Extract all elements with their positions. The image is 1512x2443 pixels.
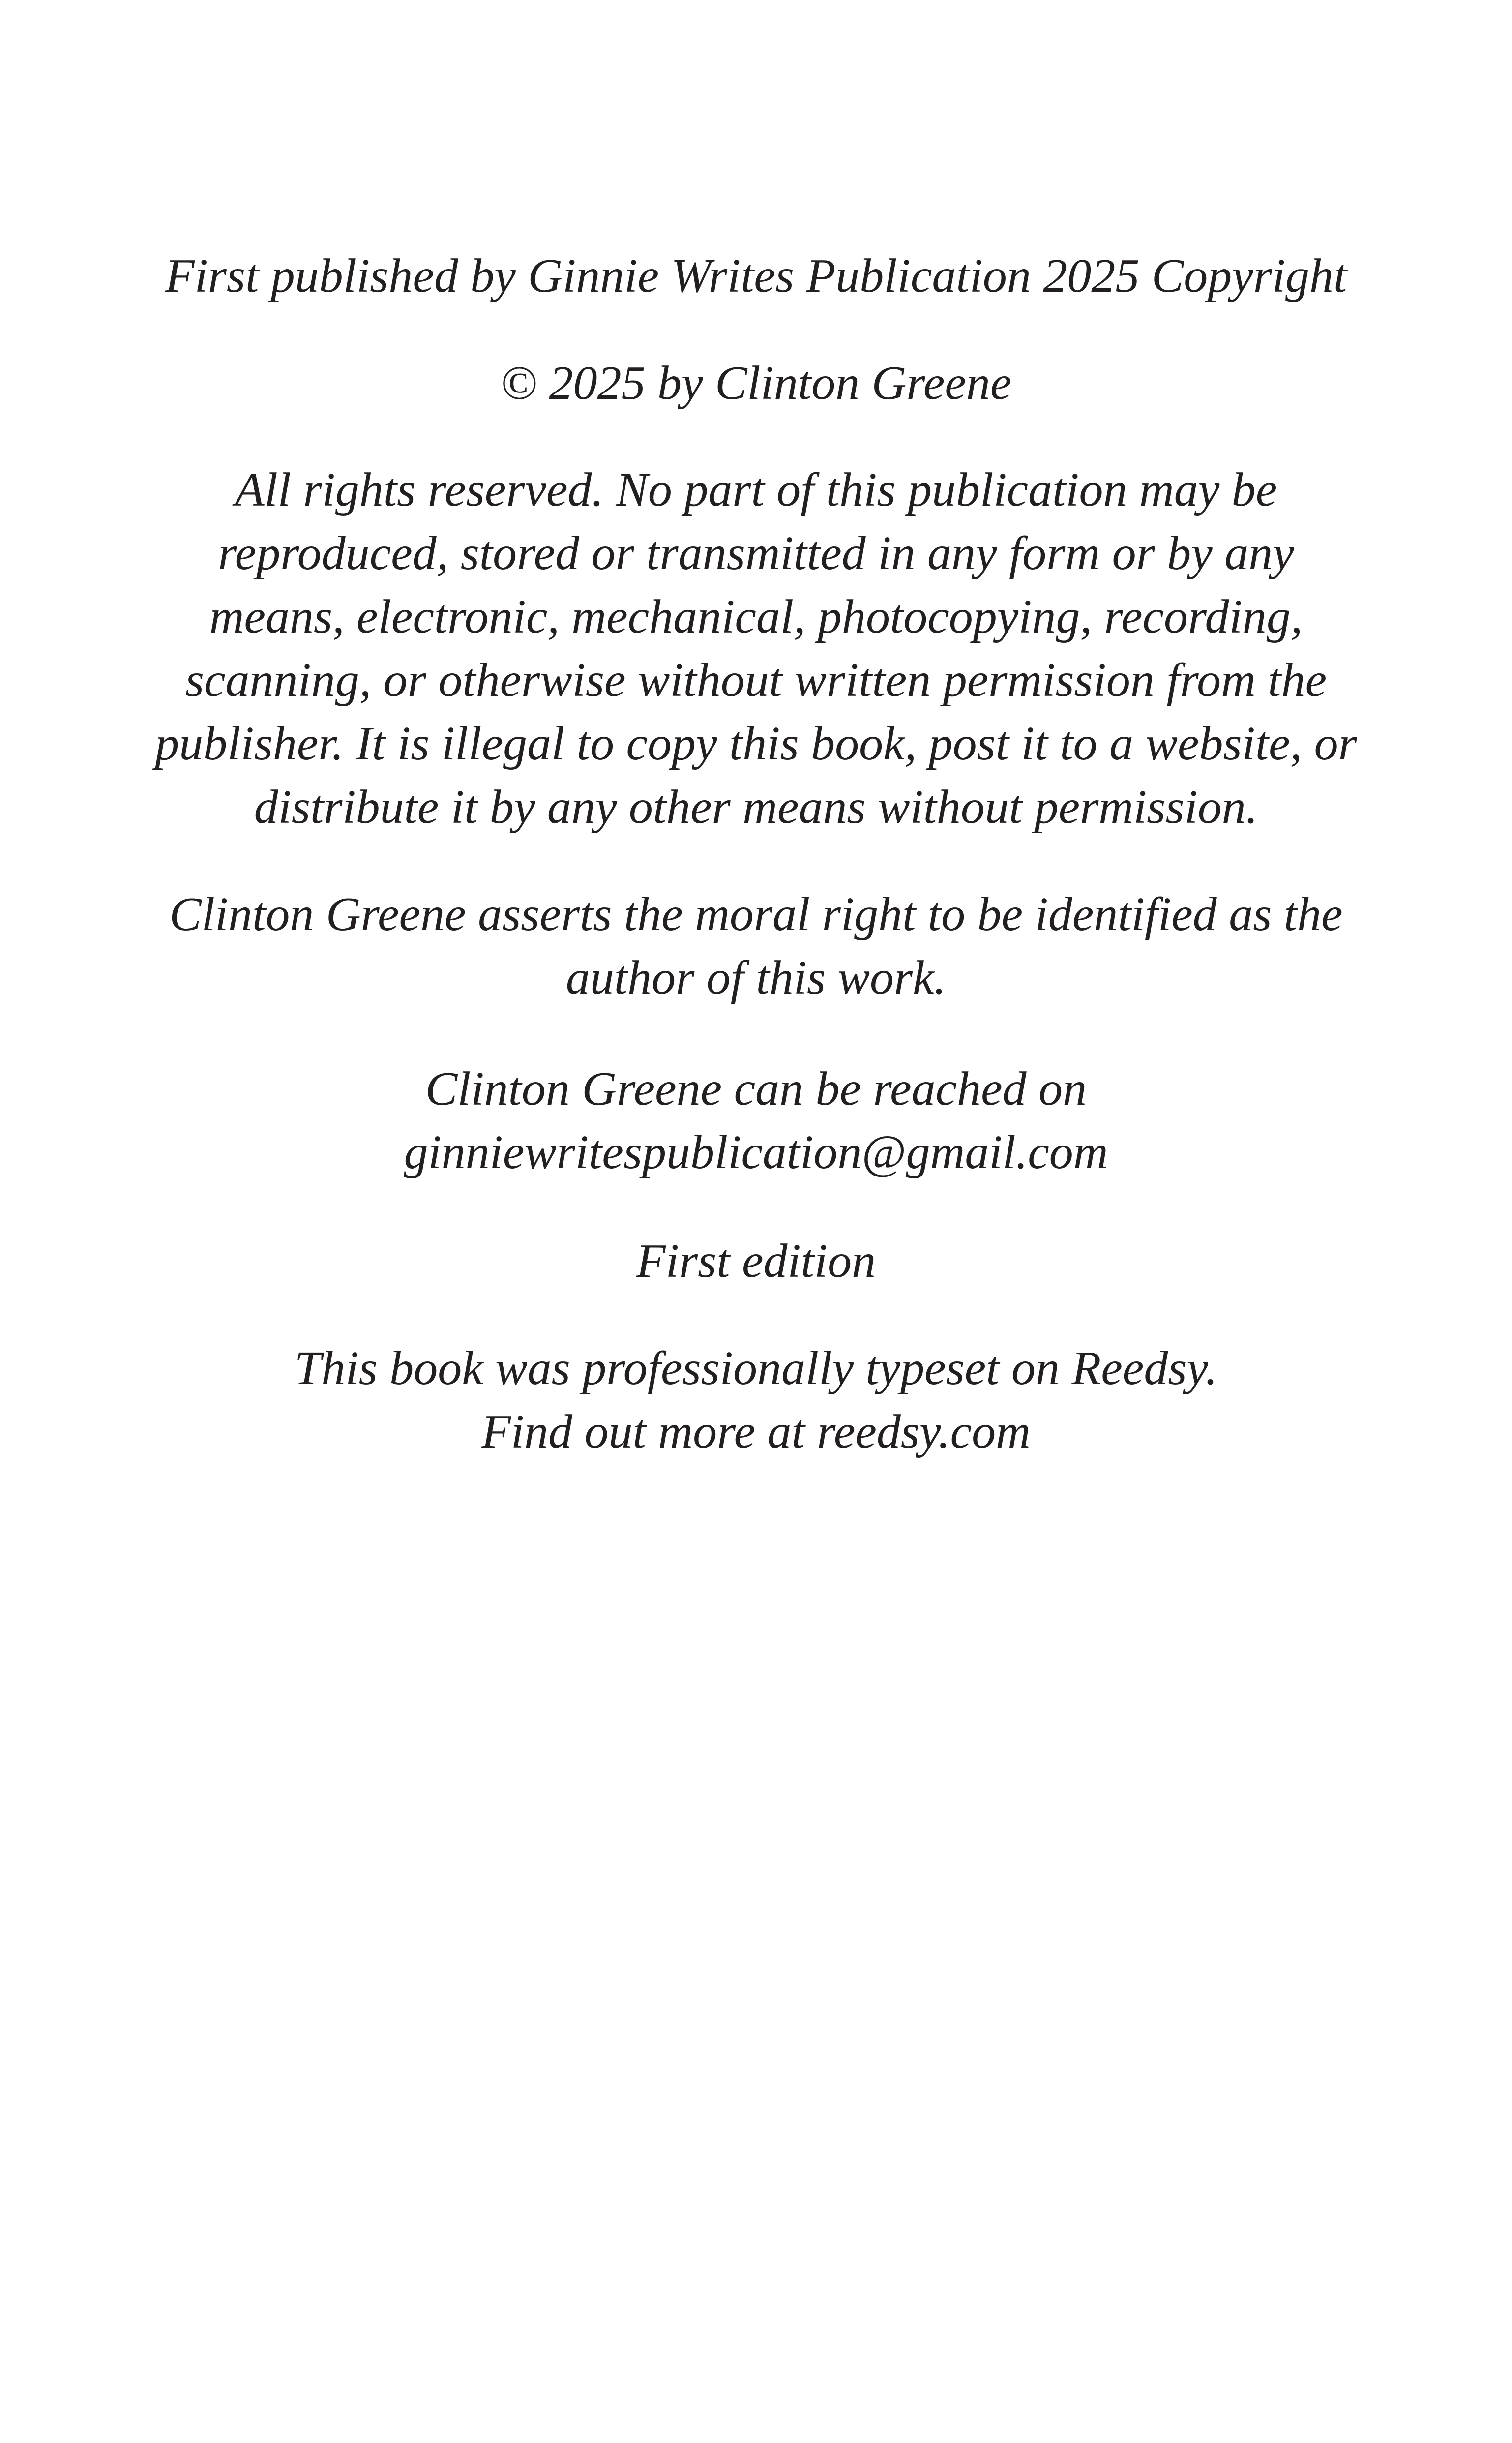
rights-line: means, electronic, mechanical, photocopying, recording, — [209, 590, 1303, 643]
typeset-line: Find out more at reedsy.com — [481, 1405, 1031, 1458]
contact-paragraph — [148, 1057, 1364, 1184]
published-line: First published by Ginnie Writes Publication 2025 Copyright — [165, 249, 1347, 302]
moral-right-line: Clinton Greene asserts the moral right to be identified as the — [169, 888, 1343, 941]
rights-line: All rights reserved. No part of this publication may be — [235, 463, 1277, 516]
edition-notice — [148, 1230, 1364, 1293]
typeset-line: This book was professionally typeset on Reedsy. — [294, 1342, 1218, 1395]
rights-line: reproduced, stored or transmitted in any form or by any — [218, 527, 1294, 580]
publication-notice — [148, 244, 1364, 308]
moral-right-line: author of this work. — [565, 951, 947, 1004]
typeset-notice — [148, 1337, 1364, 1464]
copyright-line: © 2025 by Clinton Greene — [500, 357, 1012, 410]
rights-line: scanning, or otherwise without written permission from the — [185, 654, 1327, 707]
contact-email: ginniewritespublication@gmail.com — [404, 1126, 1108, 1179]
rights-line: distribute it by any other means without permission. — [254, 781, 1258, 834]
edition-line: First edition — [636, 1235, 876, 1288]
moral-right-paragraph — [148, 883, 1364, 1010]
rights-reserved-paragraph — [148, 458, 1364, 839]
rights-line: publisher. It is illegal to copy this book, post it to a website, or — [155, 717, 1357, 770]
copyright-notice — [148, 352, 1364, 415]
contact-line: Clinton Greene can be reached on — [425, 1062, 1087, 1116]
